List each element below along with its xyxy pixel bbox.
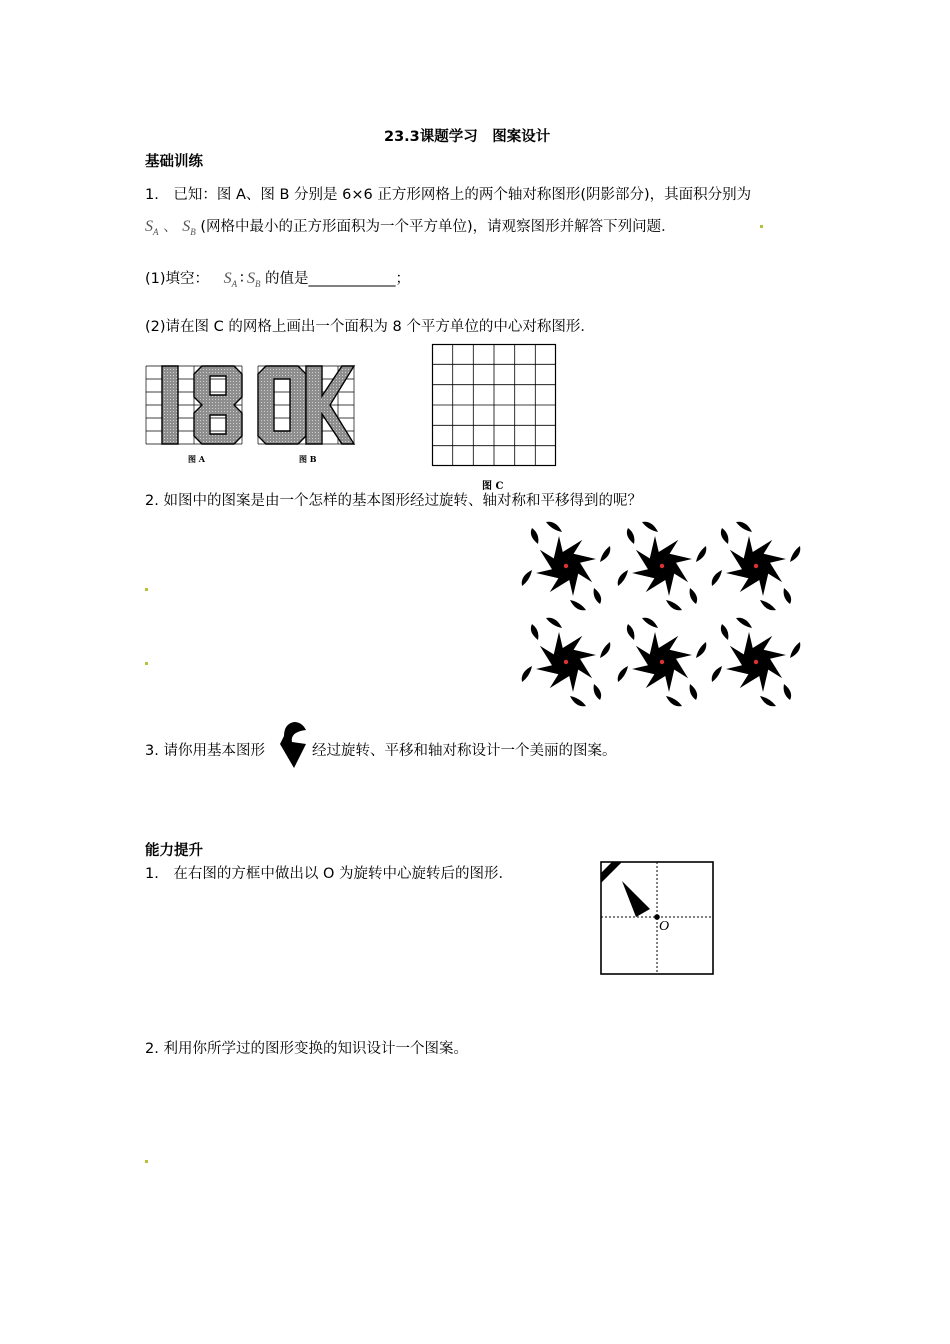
q1-statement-line1: 1. 已知：图 A、图 B 分别是 6×6 正方形网格上的两个轴对称图形(阴影部分)，其面积分别为 <box>145 187 752 203</box>
figure-c-grid <box>432 344 556 466</box>
q5-statement: 2. 利用你所学过的图形变换的知识设计一个图案。 <box>145 1041 468 1057</box>
figure-a-caption: 图 A <box>188 454 205 464</box>
ratio-colon: ∶ <box>240 271 244 287</box>
rotation-box-figure <box>600 861 715 976</box>
q1-part2: (2)请在图 C 的网格上画出一个面积为 8 个平方单位的中心对称图形． <box>145 319 595 335</box>
marker-dot <box>760 225 763 228</box>
ratio-sa: $S_A$ <box>223 270 238 290</box>
section-heading-advanced: 能力提升 <box>145 843 203 859</box>
q1-statement-line2: (网格中最小的正方形面积为一个平方单位)，请观察图形并解答下列问题． <box>200 219 676 235</box>
page-title: 23.3课题学习 图案设计 <box>384 129 551 145</box>
figure-c-caption: 图 C <box>482 481 504 492</box>
marker-dot <box>145 588 148 591</box>
figure-a-18 <box>146 366 242 444</box>
q3-statement-before: 3. 请你用基本图形 <box>145 743 265 759</box>
ratio-sb: $S_B$ <box>246 270 261 290</box>
section-heading-basic: 基础训练 <box>145 154 203 170</box>
q2-statement: 2. 如图中的图案是由一个怎样的基本图形经过旋转、轴对称和平移得到的呢？ <box>145 493 642 509</box>
separator: 、 <box>163 219 178 235</box>
basic-shape-icon <box>280 722 308 768</box>
center-o-label: O <box>659 919 670 934</box>
figure-b-ok <box>258 366 354 444</box>
symbol-sb: $S_B$ <box>182 218 196 238</box>
q1-statement-line2-row <box>145 218 676 241</box>
q4-statement: 1. 在右图的方框中做出以 O 为旋转中心旋转后的图形． <box>145 866 513 882</box>
pinwheel-pattern <box>522 518 802 710</box>
q1-part1-label: (1)填空： <box>145 271 210 287</box>
figure-b-caption: 图 B <box>299 454 317 464</box>
q3-statement-after: 经过旋转、平移和轴对称设计一个美丽的图案。 <box>312 743 617 759</box>
marker-dot <box>145 1160 148 1163</box>
marker-dot <box>145 662 148 665</box>
symbol-sa: $S_A$ <box>145 218 159 238</box>
q1-part1-row <box>145 270 410 293</box>
q1-part1-blank: 的值是____________； <box>265 271 411 287</box>
